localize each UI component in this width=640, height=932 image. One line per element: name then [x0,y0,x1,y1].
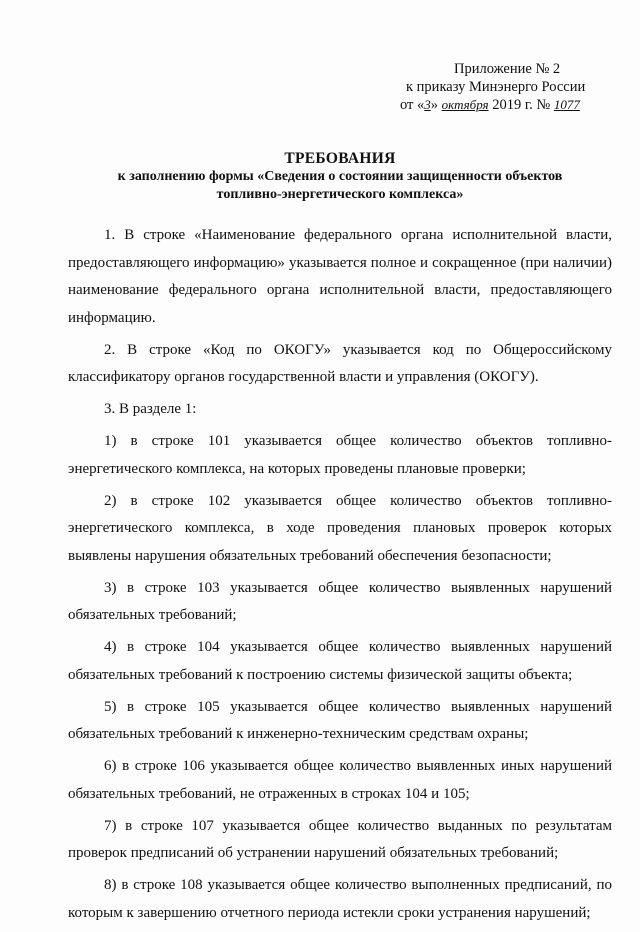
annex-number: Приложение № 2 [454,61,561,77]
item-105: 5) в строке 105 указывается общее количество выявленных нарушений обязательных требований к инженерно-техническим средствам охраны; [68,698,612,742]
annex-date-mid: » [430,97,439,113]
title-subtitle-line2: топливно-энергетического комплекса» [216,187,464,202]
annex-day: 3 [424,97,431,112]
paragraph-2: 2. В строке «Код по ОКОГУ» указывается код по Общероссийскому классификатору органов государственной власти и управления (ОКОГУ). [68,341,612,385]
annex-date-line [396,96,606,114]
item-106: 6) в строке 106 указывается общее количество выявленных иных нарушений обязательных требований, не отраженных в строках 104 и 105; [68,758,612,802]
item-102: 2) в строке 102 указывается общее количество объектов топливно-энергетического комплекса, в ходе проведения плановых проверок которых выявлены нарушения обязательных требований обеспечения безопасности; [68,492,612,564]
paragraph-1: 1. В строке «Наименование федерального органа исполнительной власти, предоставляющего информацию» указывается полное и сокращенное (при наличии) наименование федерального органа исполнительной власти, предоставляющего информацию. [68,227,612,326]
annex-year: 2019 г. № [492,97,551,113]
annex-order-number: 1077 [553,97,580,112]
item-103: 3) в строке 103 указывается общее количество выявленных нарушений обязательных требований; [68,579,612,623]
paragraph-3: 3. В разделе 1: [104,401,197,417]
document-body [68,222,612,932]
title-heading: ТРЕБОВАНИЯ [284,150,396,167]
annex-month: октября [441,97,489,112]
item-101: 1) в строке 101 указывается общее количество объектов топливно-энергетического комплекса, на которых проведены плановые проверки; [68,433,612,477]
annex-date-prefix: от « [400,97,425,113]
title-subtitle-line1: к заполнению формы «Сведения о состоянии защищенности объектов [117,169,563,184]
document-title [70,149,610,204]
item-104: 4) в строке 104 указывается общее количество выявленных нарушений обязательных требований к построению системы физической защиты объекта; [68,639,612,683]
annex-block [396,60,606,114]
annex-order-ref: к приказу Минэнерго России [406,79,586,95]
item-108: 8) в строке 108 указывается общее количество выполненных предписаний, по которым к завершению отчетного периода истекли сроки устранения нарушений; [68,877,612,921]
item-107: 7) в строке 107 указывается общее количество выданных по результатам проверок предписаний об устранении нарушений обязательных требований; [68,817,612,861]
